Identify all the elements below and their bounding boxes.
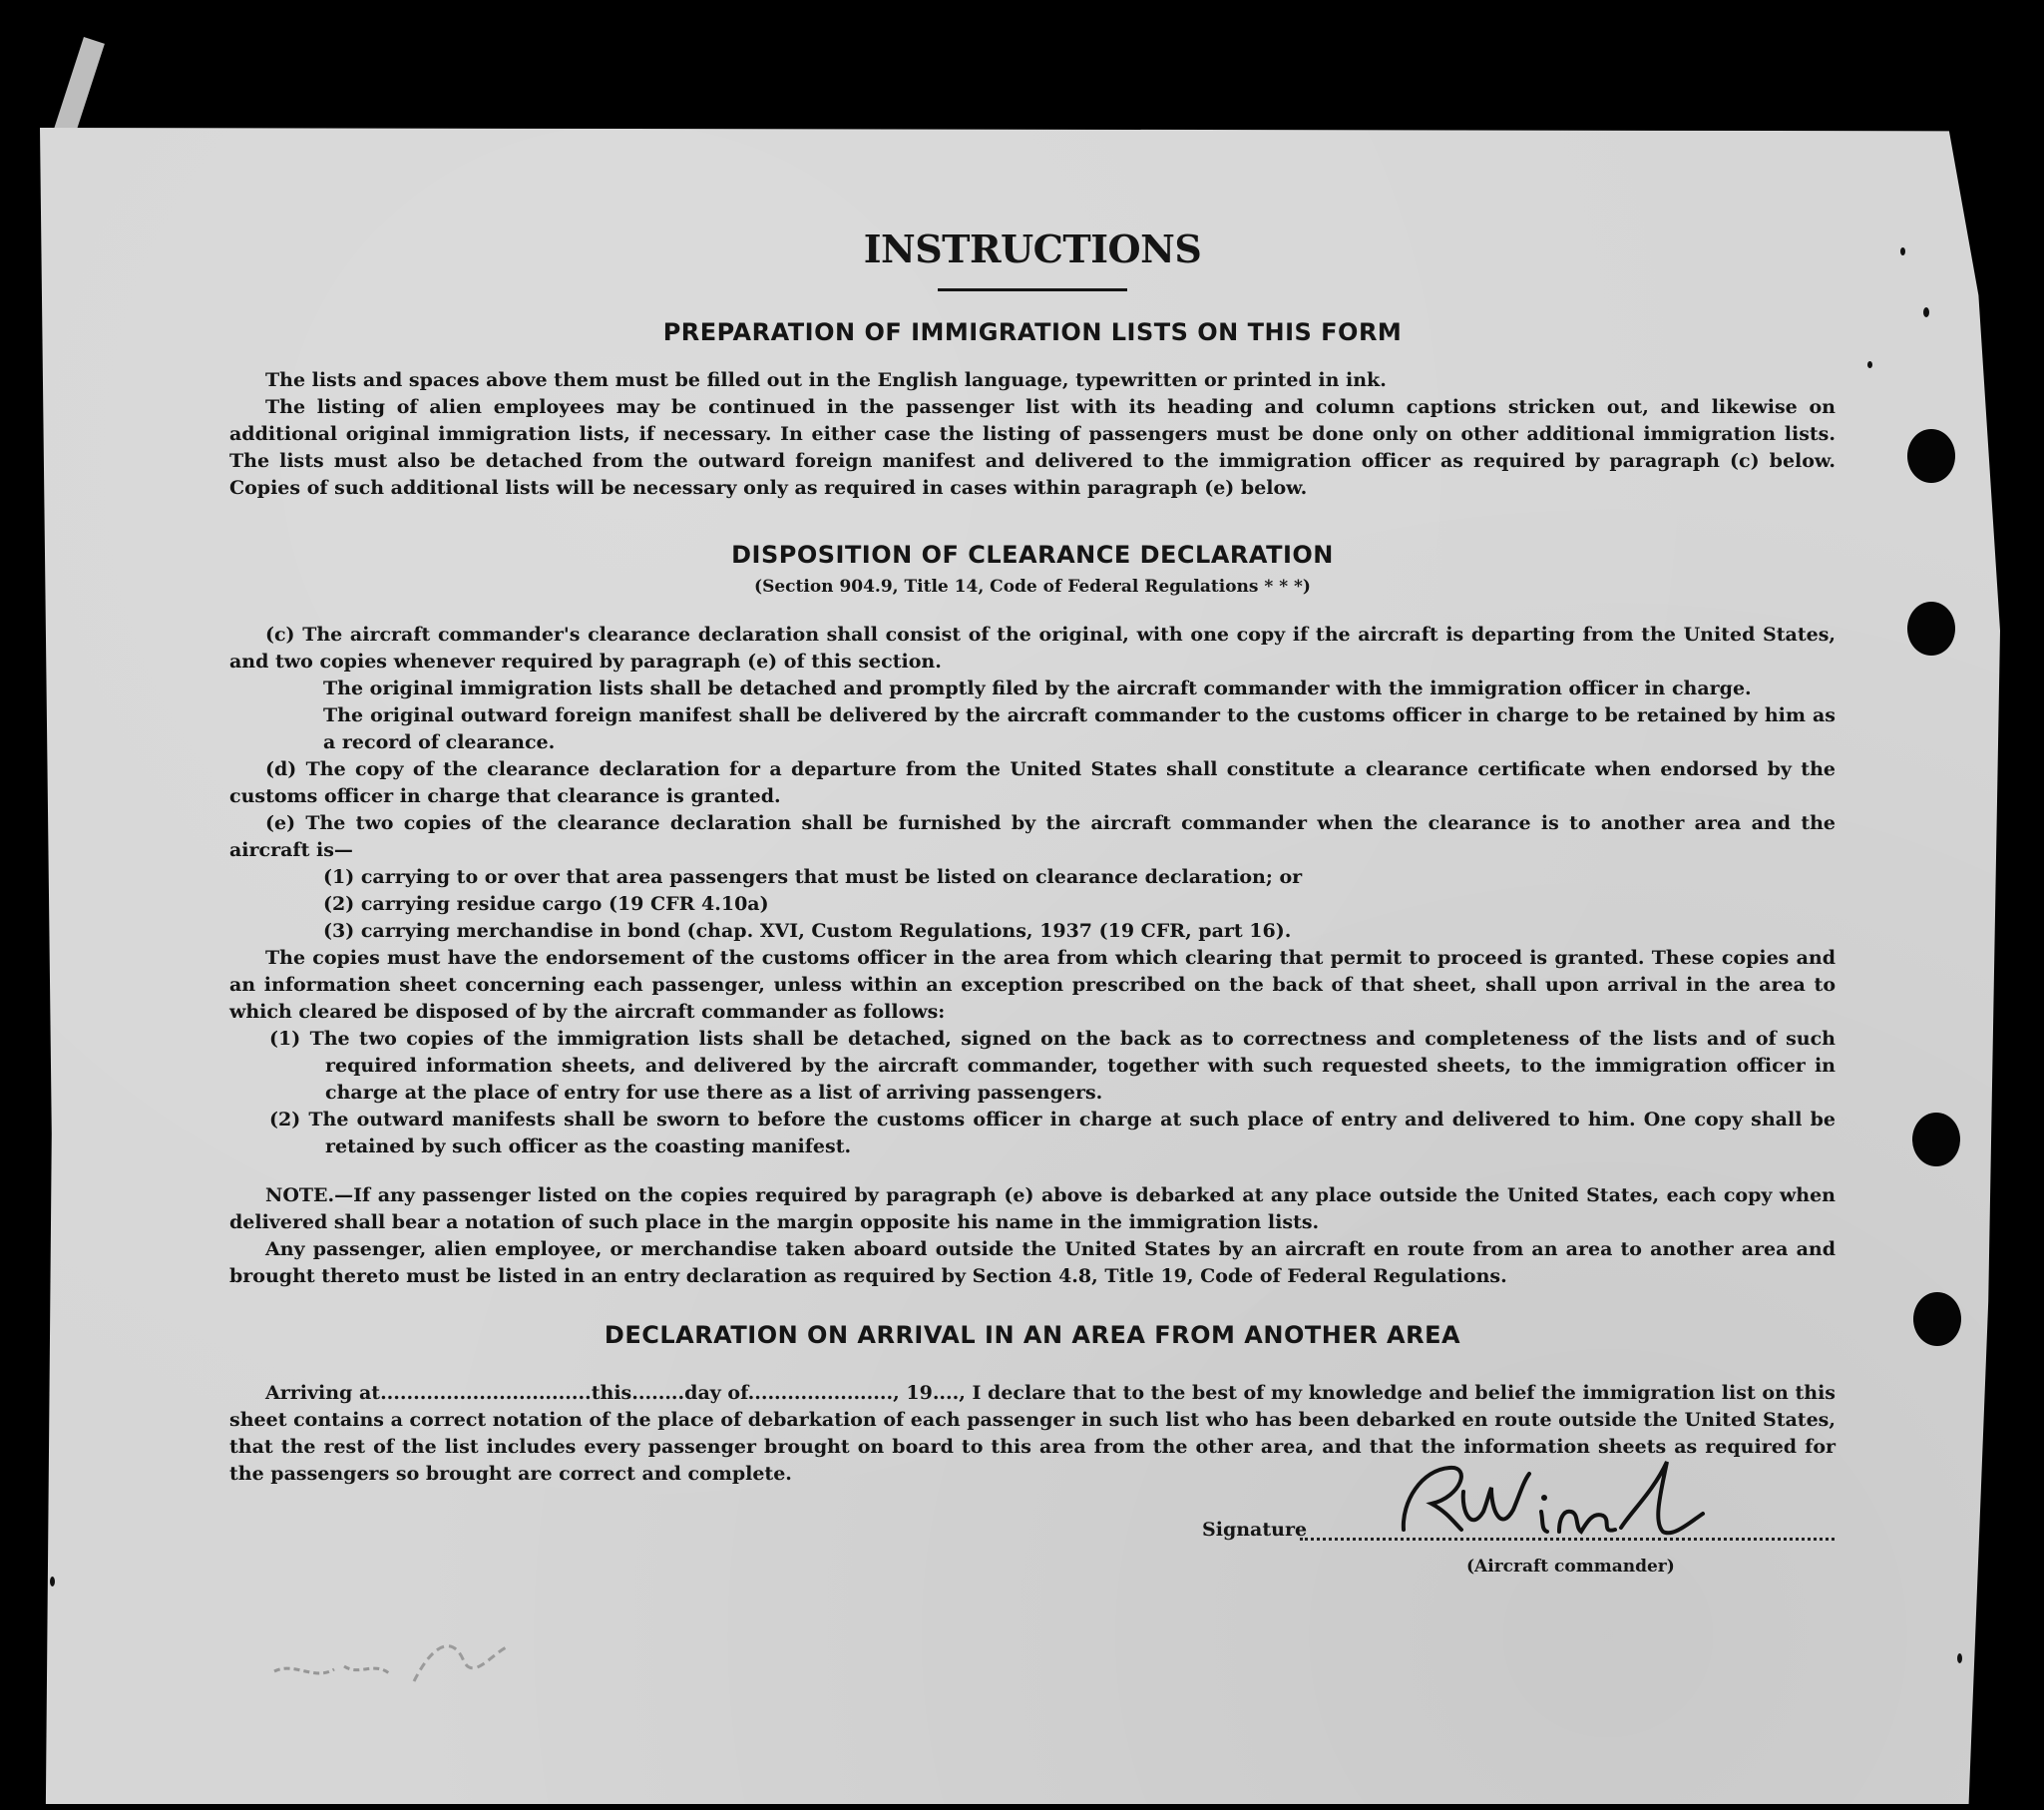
copies-item-2: (2) The outward manifests shall be sworn to before the customs officer in charge at such place of entry and delivered to him. One copy shall be retained by such officer as the coasting manifest. [269,1109,1836,1157]
paragraph-e-item-2: (2) carrying residue cargo (19 CFR 4.10a) [323,893,769,915]
speck [50,1577,55,1586]
speck [1957,1653,1962,1663]
faded-bleedthrough-marks [264,1631,524,1701]
paragraph-e-item-1: (1) carrying to or over that area passengers that must be listed on clearance declaration; or [323,866,1303,888]
preparation-heading: PREPARATION OF IMMIGRATION LISTS ON THIS FORM [662,318,1403,346]
copies-paragraph: The copies must have the endorsement of the customs officer in the area from which clearing that permit to proceed is granted. These copies and an information sheet concerning each passenger, unless within an exception prescribed on the back of that sheet, shall upon arrival in the area to which cleared be disposed of by the aircraft commander as follows: [229,947,1836,1023]
preparation-paragraph-2: The listing of alien employees may be continued in the passenger list with its heading and column captions stricken out, and likewise on additional original immigration lists, if necessary. In either case the listing of passengers must be done only on other additional immigration lists. The lists must also be detached from the outward foreign manifest and delivered to the immigration officer as required by paragraph (c) below. Copies of such additional lists will be necessary only as required in cases within paragraph (e) below. [229,396,1836,499]
speck [1867,361,1872,368]
arrival-heading: DECLARATION ON ARRIVAL IN AN AREA FROM ANOTHER AREA [604,1321,1461,1349]
signature-caption: (Aircraft commander) [1466,1557,1675,1577]
handwritten-signature [1392,1452,1721,1547]
title-underline [938,288,1127,291]
punch-hole [1913,1292,1961,1346]
torn-corner [53,37,105,139]
any-passenger-paragraph: Any passenger, alien employee, or merchandise taken aboard outside the United States by an aircraft en route from an area to another area and brought thereto must be listed in an entry declaration as required by Section 4.8, Title 19, Code of Federal Regulations. [229,1238,1836,1287]
note-paragraph: NOTE.—If any passenger listed on the copies required by paragraph (e) above is debarked at any place outside the United States, each copy when delivered shall bear a notation of such place in the margin opposite his name in the immigration lists. [229,1184,1836,1233]
speck [1900,247,1905,255]
disposition-heading: DISPOSITION OF CLEARANCE DECLARATION [731,541,1334,569]
punch-hole [1907,429,1955,483]
instructions-body [229,225,1836,1488]
paragraph-c-immigration-lists: The original immigration lists shall be detached and promptly filed by the aircraft commander with the immigration officer in charge. [323,678,1752,699]
page-title: INSTRUCTIONS [863,226,1202,271]
preparation-paragraph-1: The lists and spaces above them must be filled out in the English language, typewritten or printed in ink. [265,369,1387,391]
signature-label: Signature [1202,1519,1308,1541]
paragraph-e: (e) The two copies of the clearance declaration shall be furnished by the aircraft commander when the clearance is to another area and the aircraft is— [229,812,1836,861]
speck [1923,307,1929,317]
punch-hole [1912,1113,1960,1166]
paragraph-c-outward-manifest: The original outward foreign manifest shall be delivered by the aircraft commander to the customs officer in charge to be retained by him as a record of clearance. [323,704,1836,753]
punch-hole [1907,602,1955,656]
disposition-subheading: (Section 904.9, Title 14, Code of Federal Regulations * * *) [754,577,1311,597]
copies-item-1: (1) The two copies of the immigration lists shall be detached, signed on the back as to correctness and completeness of the lists and of such required information sheets, and delivered by the aircraft commander, together with such requested sheets, to the immigration officer in charge at the place of entry for use there as a list of arriving passengers. [269,1028,1836,1104]
arrival-declaration: Arriving at................................this........day of......................, 19...., I declare that to the best of my knowledge and belief the immigration list on this sheet contains a correct notation of the place of debarkation of each passenger in such list who has been debarked en route outside the United States, that the rest of the list includes every passenger brought on board to this area from the other area, and that the information sheets as required for the passengers so brought are correct and complete. [229,1382,1836,1485]
paragraph-e-item-3: (3) carrying merchandise in bond (chap. XVI, Custom Regulations, 1937 (19 CFR, part 16). [323,920,1292,942]
paragraph-c: (c) The aircraft commander's clearance declaration shall consist of the original, with one copy if the aircraft is departing from the United States, and two copies whenever required by paragraph (e) of this section. [229,624,1836,673]
paragraph-d: (d) The copy of the clearance declaration for a departure from the United States shall constitute a clearance certificate when endorsed by the customs officer in charge that clearance is granted. [229,758,1836,807]
